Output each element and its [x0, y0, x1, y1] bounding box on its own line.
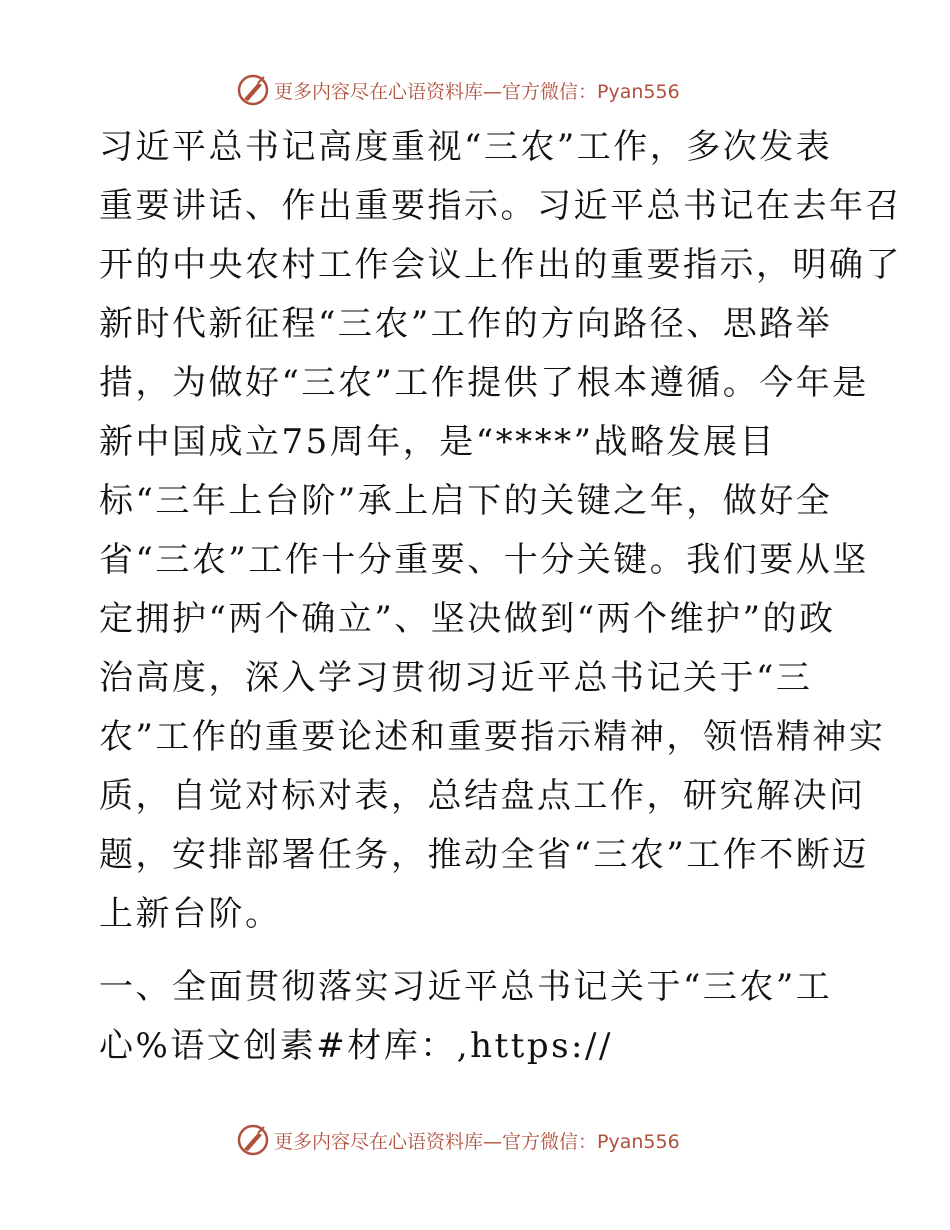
paragraph-line: 题，安排部署任务，推动全省“三农”工作不断迈 — [99, 835, 869, 875]
paragraph-line: 开的中央农村工作会议上作出的重要指示，明确了 — [99, 245, 902, 285]
paragraph-line: 重要讲话、作出重要指示。习近平总书记在去年召 — [99, 186, 902, 226]
paragraph-line: 上新台阶。 — [99, 894, 282, 934]
paragraph-line: 定拥护“两个确立”、坚决做到“两个维护”的政 — [99, 599, 836, 639]
quill-pen-circle-icon — [236, 73, 270, 107]
section-heading-continued: 心%语文创素#材库：,https:// — [99, 1026, 613, 1066]
watermark-header — [236, 72, 680, 108]
document-body — [99, 118, 902, 1076]
paragraph-line: 农”工作的重要论述和重要指示精神，领悟精神实 — [99, 717, 886, 757]
section-heading: 一、全面贯彻落实习近平总书记关于“三农”工 — [99, 967, 833, 1007]
paragraph-line: 新时代新征程“三农”工作的方向路径、思路举 — [99, 304, 833, 344]
paragraph-line: 新中国成立75周年，是“****”战略发展目 — [99, 422, 777, 462]
watermark-text: 更多内容尽在心语资料库—官方微信：Pyan556 — [274, 1130, 680, 1153]
quill-pen-circle-icon — [236, 1123, 270, 1157]
paragraph-line: 省“三农”工作十分重要、十分关键。我们要从坚 — [99, 540, 869, 580]
paragraph-line: 措，为做好“三农”工作提供了根本遵循。今年是 — [99, 363, 869, 403]
watermark-footer — [236, 1122, 680, 1158]
paragraph-line: 习近平总书记高度重视“三农”工作，多次发表 — [99, 127, 833, 167]
watermark-text: 更多内容尽在心语资料库—官方微信：Pyan556 — [274, 80, 680, 103]
paragraph-line: 治高度，深入学习贯彻习近平总书记关于“三 — [99, 658, 813, 698]
paragraph-line: 标“三年上台阶”承上启下的关键之年，做好全 — [99, 481, 833, 521]
paragraph-line: 质，自觉对标对表，总结盘点工作，研究解决问 — [99, 776, 866, 816]
